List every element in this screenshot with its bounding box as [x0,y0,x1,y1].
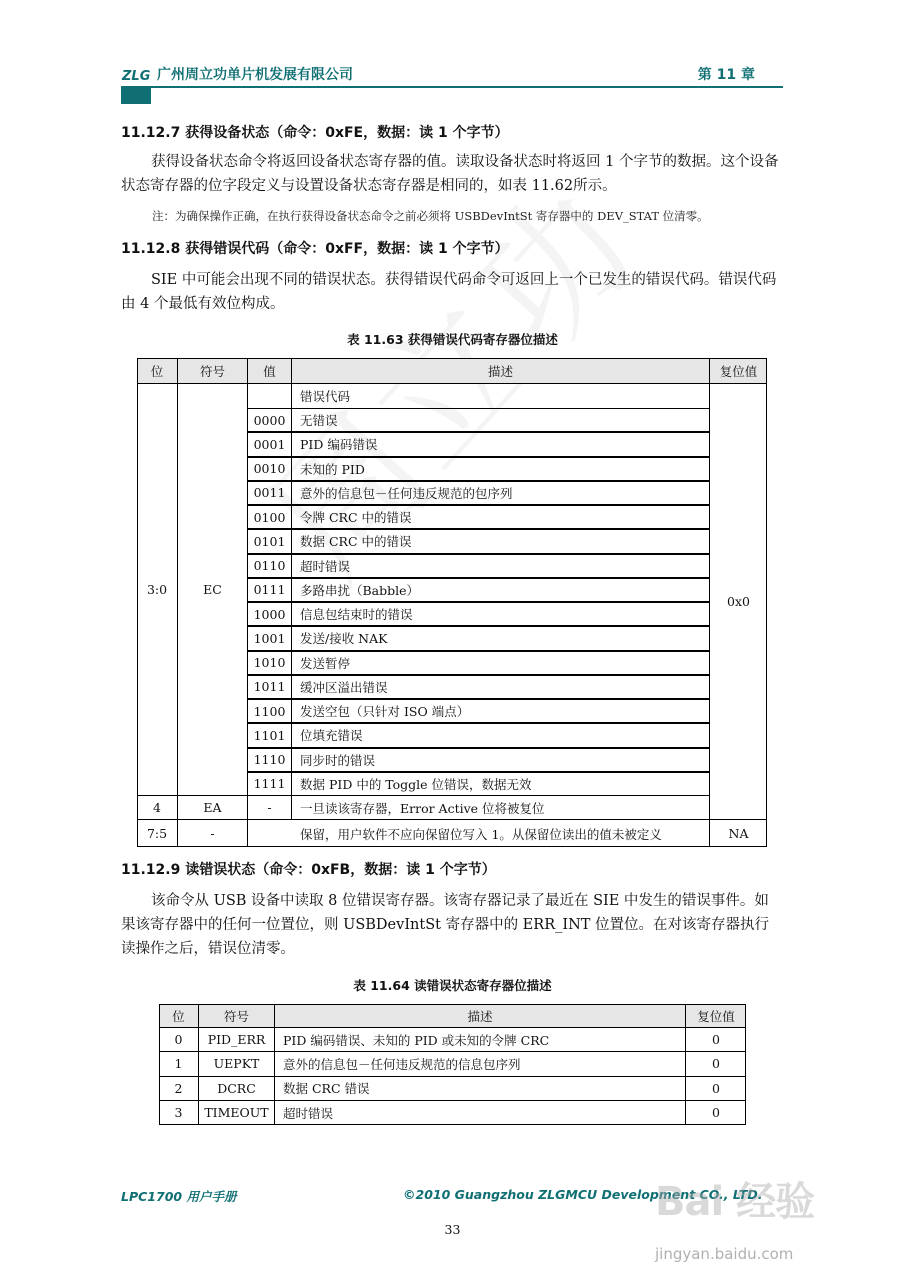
ec-desc-title-cell: 错误代码 [292,384,710,408]
table-header-cell: 复位值 [710,358,767,384]
table-header-cell: 复位值 [686,1004,746,1028]
footer-copyright: ©2010 Guangzhou ZLGMCU Development CO., LTD. [403,1187,763,1202]
table-header-cell: 描述 [292,358,710,384]
status-desc-cell: 意外的信息包－任何违反规范的信息包序列 [275,1052,686,1076]
reserved-symbol-cell: - [178,820,248,847]
footer-manual-title: LPC1700 用户手册 [121,1189,237,1204]
status-bit-cell: 2 [159,1077,199,1101]
table-header-cell: 位 [159,1004,199,1028]
ec-code-value-cell: 0010 [248,457,292,481]
error-status-table [159,1004,746,1125]
ec-code-value-cell: 1001 [248,626,292,650]
ec-code-desc-cell: PID 编码错误 [292,432,710,456]
ec-code-desc-cell: 发送空包（只针对 ISO 端点） [292,699,710,723]
table-header-cell: 符号 [199,1004,275,1028]
table-header-cell: 符号 [178,358,248,384]
ec-code-value-cell: 1100 [248,699,292,723]
ec-code-desc-cell: 同步时的错误 [292,748,710,772]
status-desc-cell: 数据 CRC 错误 [275,1077,686,1101]
table-header-cell: 描述 [275,1004,686,1028]
ec-code-value-cell: 0101 [248,529,292,553]
status-bit-cell: 1 [159,1052,199,1076]
reserved-desc-cell: 保留，用户软件不应向保留位写入 1。从保留位读出的值未被定义 [248,820,710,847]
ec-code-value-cell: 0110 [248,554,292,578]
reserved-bit-cell: 7:5 [137,820,178,847]
ec-code-desc-cell: 数据 CRC 中的错误 [292,529,710,553]
baidu-jingyan-url: jingyan.baidu.com [655,1245,794,1263]
status-desc-cell: 超时错误 [275,1101,686,1125]
chapter-label: 第 11 章 [697,67,755,83]
status-reset-cell: 0 [686,1028,746,1052]
ec-code-value-cell: 0000 [248,408,292,432]
status-reset-cell: 0 [686,1052,746,1076]
ec-code-desc-cell: 多路串扰（Babble） [292,578,710,602]
error-code-table [137,358,767,847]
ec-code-desc-cell: 发送暂停 [292,651,710,675]
ec-code-desc-cell: 位填充错误 [292,723,710,747]
ec-code-desc-cell: 无错误 [292,408,710,432]
ec-code-value-cell: 1000 [248,602,292,626]
ec-code-value-cell: 1011 [248,675,292,699]
status-symbol-cell: TIMEOUT [199,1101,275,1125]
section-paragraph-11-12-9: 该命令从 USB 设备中读取 8 位错误寄存器。该寄存器记录了最近在 SIE 中发生的错误事件。如果该寄存器中的任何一位置位，则 USBDevIntSt 寄存器中的 ERR_INT 位置位。在对该寄存器执行读操作之后，错误位清零。 [121,893,770,957]
status-desc-cell: PID 编码错误、未知的 PID 或未知的令牌 CRC [275,1028,686,1052]
baidu-jingyan-logo: Bai 经验 [655,1179,815,1225]
table-caption-11-64: 表 11.64 读错误状态寄存器位描述 [353,978,552,993]
ec-code-value-cell: 1111 [248,772,292,796]
ec-code-value-cell: 0111 [248,578,292,602]
company-logo-icon [121,66,151,84]
table-caption-11-63: 表 11.63 获得错误代码寄存器位描述 [347,332,558,347]
section-title-11-12-8: 11.12.8 获得错误代码（命令：0xFF，数据：读 1 个字节） [121,241,509,257]
ec-code-value-cell: 0100 [248,505,292,529]
ea-desc-cell: 一旦读该寄存器，Error Active 位将被复位 [292,796,710,820]
section-title-11-12-7: 11.12.7 获得设备状态（命令：0xFE，数据：读 1 个字节） [121,125,509,141]
section-paragraph-11-12-7: 获得设备状态命令将返回设备状态寄存器的值。读取设备状态时将返回 1 个字节的数据。这个设备状态寄存器的位字段定义与设置设备状态寄存器是相同的，如表 11.62所示。 [121,154,779,194]
status-symbol-cell: DCRC [199,1077,275,1101]
ec-code-value-cell: 0001 [248,432,292,456]
ec-code-desc-cell: 信息包结束时的错误 [292,602,710,626]
section-title-11-12-9: 11.12.9 读错误状态（命令：0xFB，数据：读 1 个字节） [121,862,496,878]
ec-code-value-cell: 1110 [248,748,292,772]
ec-reset-cell: 0x0 [710,384,767,820]
ec-code-desc-cell: 令牌 CRC 中的错误 [292,505,710,529]
section-note: 注：为确保操作正确，在执行获得设备状态命令之前必须将 USBDevIntSt 寄存器中的 DEV_STAT 位清零。 [152,209,709,223]
status-reset-cell: 0 [686,1077,746,1101]
table-header-cell: 位 [137,358,178,384]
ec-value-blank-cell [248,384,292,408]
ea-bit-cell: 4 [137,796,178,820]
status-reset-cell: 0 [712,1105,720,1121]
ec-code-desc-cell: 发送/接收 NAK [292,626,710,650]
ec-code-desc-cell: 超时错误 [292,554,710,578]
ea-symbol-cell: EA [178,796,248,820]
status-symbol-cell: PID_ERR [199,1028,275,1052]
ec-code-desc-cell: 数据 PID 中的 Toggle 位错误，数据无效 [292,772,710,796]
ec-code-desc-cell: 意外的信息包－任何违反规范的包序列 [292,481,710,505]
ec-code-value-cell: 1101 [248,723,292,747]
header-accent-block [121,88,151,104]
ec-symbol-cell: EC [178,384,248,796]
ec-code-desc-cell: 未知的 PID [292,457,710,481]
svg-text:ZLG: ZLG [122,69,151,84]
ec-code-value-cell: 1010 [248,651,292,675]
header-rule [121,86,783,88]
status-symbol-cell: UEPKT [199,1052,275,1076]
ec-code-desc-cell: 缓冲区溢出错误 [292,675,710,699]
reserved-reset-cell: NA [728,826,749,841]
ec-code-value-cell: 0011 [248,481,292,505]
ec-bit-cell: 3:0 [137,384,178,796]
section-paragraph-11-12-8: SIE 中可能会出现不同的错误状态。获得错误代码命令可返回上一个已发生的错误代码。错误代码由 4 个最低有效位构成。 [121,272,777,312]
company-name: 广州周立功单片机发展有限公司 [157,67,353,83]
ea-value-cell: - [248,796,292,820]
status-bit-cell: 3 [159,1101,199,1125]
page-number: 33 [444,1222,461,1237]
status-bit-cell: 0 [159,1028,199,1052]
table-header-cell: 值 [248,358,292,384]
